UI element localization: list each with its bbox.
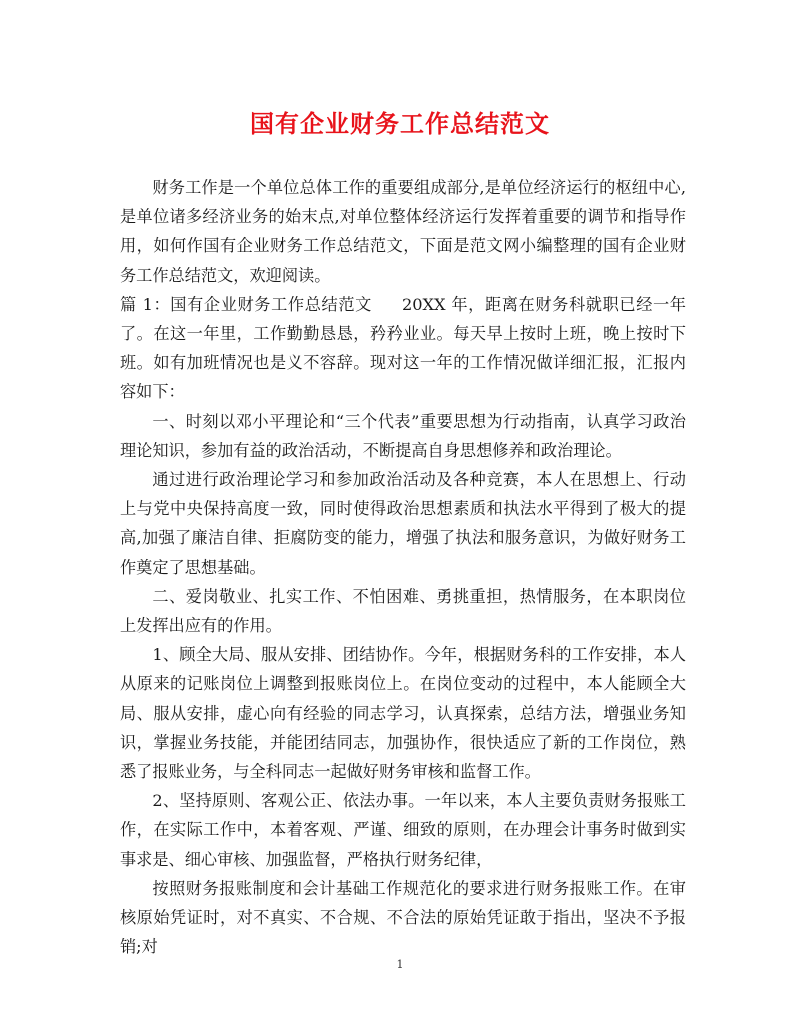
body-paragraph: 按照财务报账制度和会计基础工作规范化的要求进行财务报账工作。在审核原始凭证时，对不真实、不合规、不合法的原始凭证敢于指出，坚决不予报销;对 xyxy=(120,878,686,957)
body-paragraph: 一、时刻以邓小平理论和“三个代表”重要思想为行动指南，认真学习政治理论知识，参加有益的政治活动，不断提高自身思想修养和政治理论。 xyxy=(120,411,686,460)
body-paragraph: 通过进行政治理论学习和参加政治活动及各种竞赛，本人在思想上、行动上与党中央保持高度一致，同时使得政治思想素质和执法水平得到了极大的提高,加强了廉洁自律、拒腐防变的能力，增强了执法和服务意识，为做好财务工作奠定了思想基础。 xyxy=(120,470,686,577)
document-body xyxy=(120,173,686,961)
document-title: 国有企业财务工作总结范文 xyxy=(250,110,550,138)
page-number: 1 xyxy=(396,958,404,971)
body-paragraph: 2、坚持原则、客观公正、依法办事。一年以来，本人主要负责财务报账工作，在实际工作中，本着客观、严谨、细致的原则，在办理会计事务时做到实事求是、细心审核、加强监督，严格执行财务纪律， xyxy=(120,791,686,869)
section-text: 20XX 年，距离在财务科就职已经一年了。在这一年里，工作勤勤恳恳，矜矜业业。每天早上按时上班，晚上按时下班。如有加班情况也是义不容辞。现对这一年的工作情况做详细汇报，汇报内容如下： xyxy=(120,294,686,402)
body-paragraph: 1、顾全大局、服从安排、团结协作。今年，根据财务科的工作安排，本人从原来的记账岗位上调整到报账岗位上。在岗位变动的过程中，本人能顾全大局、服从安排，虚心向有经验的同志学习，认真探索，总结方法，增强业务知识，掌握业务技能，并能团结同志，加强协作，很快适应了新的工作岗位，熟悉了报账业务，与全科同志一起做好财务审核和监督工作。 xyxy=(120,645,686,782)
section-paragraph xyxy=(120,290,686,407)
intro-paragraph: 财务工作是一个单位总体工作的重要组成部分,是单位经济运行的枢纽中心,是单位诸多经济业务的始末点,对单位整体经济运行发挥着重要的调节和指导作用，如何作国有企业财务工作总结范文，下面是范文网小编整理的国有企业财务工作总结范文，欢迎阅读。 xyxy=(120,178,686,285)
section-heading: 篇 1：国有企业财务工作总结范文 xyxy=(120,294,372,314)
body-paragraph: 二、爱岗敬业、扎实工作、不怕困难、勇挑重担，热情服务，在本职岗位上发挥出应有的作用。 xyxy=(120,586,686,636)
